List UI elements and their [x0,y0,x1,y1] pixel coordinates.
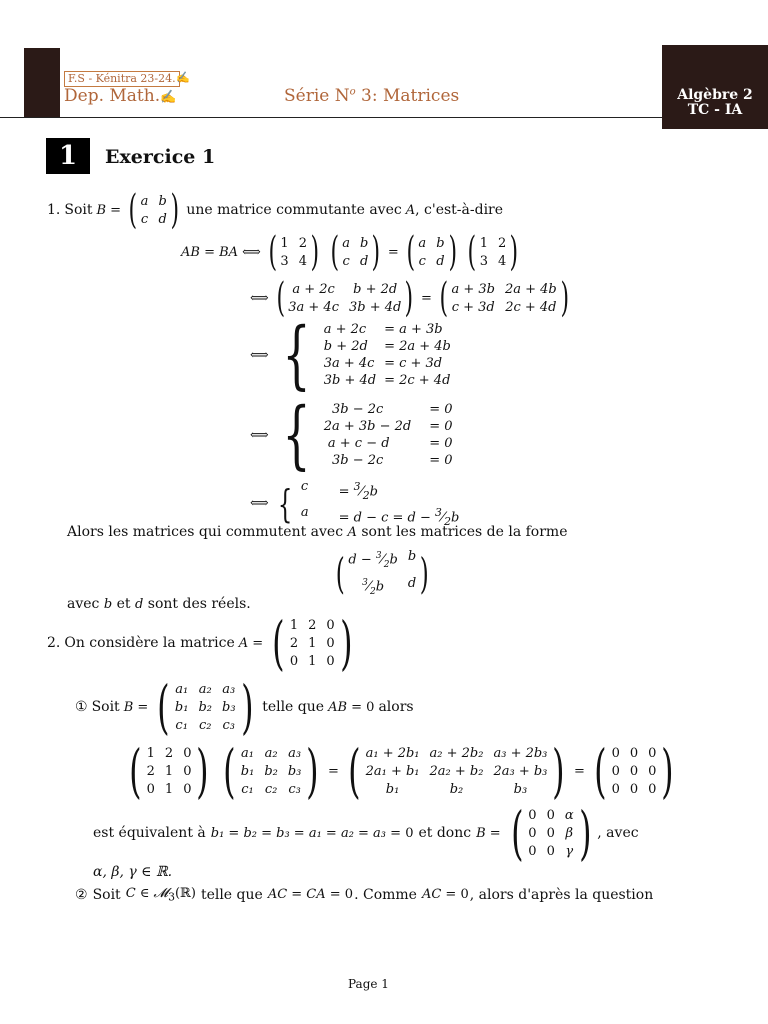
header-left-bar [24,48,60,118]
s2-AC0: AC = 0 [421,887,469,903]
exercise-title: Exercice 1 [105,146,216,168]
department-label [64,86,176,106]
q1-conclusion-A: A [347,525,357,540]
s2-number: ② [75,886,88,903]
q1-avec-line [67,596,251,612]
system-1-eqs: a + 2c = a + 3b b + 2d = 2a + 4b 3a + 4c = c + 3d 3b + 4d = 2c + 4d [323,322,451,388]
q1-soit: Soit [64,202,93,218]
s1-mat-zero: ( 0 0 0 0 0 0 0 0 0 ) [594,737,674,805]
s2-text3: . Comme [354,886,417,903]
system-3-eqs: c = $^3⁄_2b$ a = $d - c = d - ^3⁄_2b$ [300,479,460,528]
mat-A: ( 1 2 3 4 ) [268,229,320,275]
s1-B-result: B = [476,825,501,841]
s2-C-in: C ∈ 𝓜$_3$(ℝ) [125,886,196,904]
mat-B: ( a b c d ) [330,229,381,275]
mat-AB: ( a + 2c b + 2d 3a + 4c 3b + 4d ) [276,275,414,321]
avec-text: avec [67,596,100,612]
q2-matrix-A: ( 1 2 0 2 1 0 0 1 0 ) [272,609,353,677]
q2-A: A = [238,635,264,651]
q2-text: On considère la matrice [64,635,235,651]
eq-lhs: AB = BA ⟺ [181,244,261,260]
q1-conclusion [67,524,567,540]
s2-AC-CA: AC = CA = 0 [267,887,354,903]
s2-text: Soit [92,886,121,903]
var-d: d [135,597,144,612]
q1-B: B = [96,202,122,218]
iff-1: ⟺ [250,290,269,306]
system-2-eqs: 3b − 2c = 0 2a + 3b − 2d = 0 a + c − d = 0 3b − 2c = 0 [323,402,453,468]
eq-sign-2: = [574,763,585,779]
q1-A: A [405,202,416,218]
eq-ab-ba [181,229,522,275]
equals-2: = [420,290,432,306]
header-rule [0,117,662,118]
mat-B2: ( a b c d ) [406,229,457,275]
pen-icon: ✍ [176,71,190,84]
q1-conclusion-text: Alors les matrices qui commutent avec [67,524,344,540]
mat-A2: ( 1 2 3 4 ) [467,229,519,275]
et-text: et [116,596,131,612]
course-name: Algèbre 2 [677,87,753,103]
s1-text2: telle que [262,699,325,715]
q2-number: 2. [47,635,61,651]
page-title [284,86,459,106]
q1-text2: , c'est-à-dire [415,202,504,218]
s1-B: B = [123,699,149,715]
system-1 [250,312,451,398]
s1-equiv-text: est équivalent à [93,825,206,841]
title-part: Série N [284,86,350,106]
s1-matrix-B: ( a₁ a₂ a₃ b₁ b₂ b₃ c₁ c₂ c₃ ) [157,673,254,741]
header-right-box [662,45,768,129]
reels-text: sont des réels. [147,596,251,612]
s1-mat-A: ( 1 2 0 2 1 0 0 1 0 ) [129,737,210,805]
commuting-form-matrix: ( $d - ^3⁄_2b$ b $^3⁄_2b$ d ) [335,549,429,599]
s1-mat-AB: ( a₁ + 2b₁ a₂ + 2b₂ a₃ + 2b₃ 2a₁ + b₁ 2a₂ + b₂ 2a₃ + b₃ b₁ b₂ b₃ ) [348,737,565,805]
title-sup: o [349,86,356,98]
s1-text: Soit [91,699,120,715]
brace-2: { [282,392,311,478]
q1-matrix-B: ( a b c d ) [128,187,179,233]
eq-sign: = [328,763,339,779]
equals: = [387,244,399,260]
s1-number: ① [75,699,88,715]
s2-line [75,886,653,904]
title-rest: 3: Matrices [355,86,460,106]
brace-3: { [277,481,292,526]
system-2 [250,392,453,478]
s1-greek-line: α, β, γ ∈ ℝ. [93,864,173,880]
s1-product-eq [124,737,679,805]
s2-text4: , alors d'après la question [469,886,654,903]
q2-line [47,609,357,677]
exercise-number-badge [46,138,90,174]
iff-2: ⟺ [250,347,269,363]
dept-text: Dep. Math. [64,86,161,106]
q1-text: une matrice commutante avec [186,202,402,218]
s2-text2: telle que [200,886,263,903]
s1-result-matrix: ( 0 0 α 0 0 β 0 0 γ ) [510,799,592,867]
iff-4: ⟺ [250,496,269,512]
iff-3: ⟺ [250,427,269,443]
header-box-label [64,71,180,87]
q1-number: 1. [47,202,61,218]
q1-line [47,187,504,233]
s1-avec-text: , avec [597,825,639,841]
system-3 [250,478,459,530]
var-b: b [103,597,113,612]
exercise-number: 1 [58,141,78,171]
brace-1: { [282,312,311,398]
s1-text3: alors [378,699,414,715]
s1-line [75,673,414,741]
s1-equalities: b₁ = b₂ = b₃ = a₁ = a₂ = a₃ = 0 [210,825,414,841]
s1-AB0: AB = 0 [328,699,375,715]
box-label-text: F.S - Kénitra 23-24. [68,72,176,85]
s1-mat-B: ( a₁ a₂ a₃ b₁ b₂ b₃ c₁ c₂ c₃ ) [223,737,319,805]
s1-equiv-line [93,799,703,867]
q1-conclusion-text2: sont les matrices de la forme [361,524,568,540]
s1-donc-text: et donc [418,825,472,841]
pen-icon-2: ✍ [160,90,177,105]
page-number: Page 1 [348,977,389,991]
course-track: TC - IA [687,102,743,118]
mat-BA: ( a + 3b 2a + 4b c + 3d 2c + 4d ) [439,275,569,321]
